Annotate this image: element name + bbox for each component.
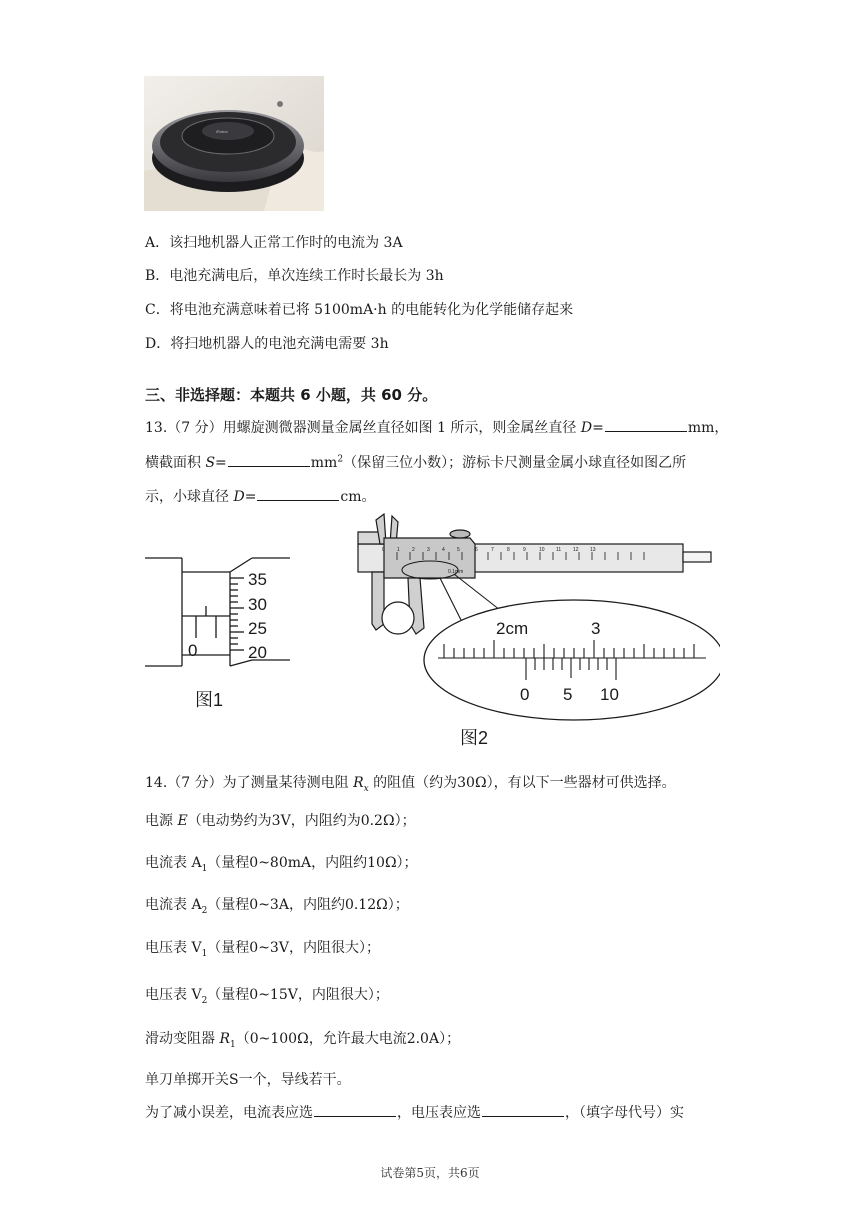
answer-blank-voltmeter[interactable]: [482, 1104, 564, 1117]
caliper-scale-label: 9: [523, 547, 526, 553]
caliper-scale-label: 13: [590, 547, 596, 553]
q13-text: 示，小球直径: [145, 489, 234, 505]
answer-blank-diameter[interactable]: [605, 419, 687, 432]
item-sub: 2: [201, 995, 208, 1006]
q13-equals: =: [215, 455, 227, 471]
item-sub: 1: [230, 1039, 236, 1050]
svg-text:iRobot: iRobot: [216, 129, 228, 134]
item-spec: （量程0~3V，内阻很大）；: [207, 940, 380, 956]
q14-item-source: [145, 810, 416, 832]
option-c: C．将电池充满意味着已将 5100mA·h 的电能转化为化学能储存起来: [145, 302, 574, 318]
q14-item-ammeter-2: [145, 894, 409, 916]
item-label: 电源: [145, 813, 178, 829]
item-label: 电流表 A: [145, 855, 202, 871]
q14-text: 的阻值（约为30Ω），有以下一些器材可供选择。: [368, 775, 676, 791]
thimble-label: 25: [248, 619, 267, 638]
zoom-vernier-label: 0: [520, 685, 530, 704]
q14-item-ammeter-1: [145, 852, 418, 874]
caliper-scale-label: 6: [475, 547, 478, 553]
q13-line-3: [145, 486, 376, 506]
q14-item-voltmeter-2: [145, 984, 389, 1006]
caliper-scale-label: 1: [397, 547, 400, 553]
sleeve-label: 0: [188, 641, 198, 660]
item-spec: （电动势约为3V，内阻约为0.2Ω）；: [187, 813, 416, 829]
zoom-vernier-label: 10: [600, 685, 619, 704]
q13-unit: cm。: [340, 489, 376, 505]
answer-blank-area[interactable]: [228, 454, 310, 467]
q13-var-s: S: [205, 455, 216, 471]
q13-equals: =: [244, 489, 257, 505]
item-var: E: [177, 813, 188, 829]
section-heading: 三、非选择题：本题共 6 小题，共 60 分。: [145, 386, 438, 404]
figure-1-micrometer: [140, 548, 300, 718]
q14-switch-line: 单刀单掷开关S一个，导线若干。: [145, 1072, 351, 1088]
figure-2-caption: 图2: [460, 728, 489, 748]
item-sub: 1: [201, 863, 208, 874]
answer-blank-ball-diameter[interactable]: [257, 488, 339, 501]
q13-text: 横截面积: [145, 455, 206, 471]
option-b: B．电池充满电后，单次连续工作时长最长为 3h: [145, 268, 444, 284]
caliper-scale-label: 4: [442, 547, 445, 553]
caliper-scale-label: 8: [507, 547, 510, 553]
answer-blank-ammeter[interactable]: [314, 1104, 396, 1117]
q14-var-sub: x: [363, 783, 369, 794]
q14-item-rheostat: [145, 1028, 460, 1050]
caliper-scale-label: 12: [573, 547, 579, 553]
thimble-label: 35: [248, 570, 267, 589]
caliper-scale-label: 11: [556, 547, 562, 553]
q13-equals: =: [592, 420, 604, 436]
item-label: 滑动变阻器: [145, 1031, 220, 1047]
item-sub: 2: [201, 905, 208, 916]
caliper-vernier-label: 0.1mm: [448, 569, 464, 575]
q13-unit: mm: [310, 455, 338, 471]
q13-line-2: [145, 452, 686, 472]
q13-var-d: D: [233, 489, 245, 505]
thimble-label: 20: [248, 643, 267, 662]
q14-text: 14.（7 分）为了测量某待测电阻: [145, 775, 354, 791]
item-spec: （0~100Ω，允许最大电流2.0A）；: [235, 1031, 461, 1047]
figure-1-caption: 图1: [195, 690, 224, 710]
zoom-vernier-label: 5: [563, 685, 573, 704]
q13-unit: mm，: [687, 420, 729, 436]
q14-item-voltmeter-1: [145, 937, 380, 959]
option-a: A．该扫地机器人正常工作时的电流为 3A: [145, 235, 403, 251]
thimble-label: 30: [248, 595, 267, 614]
robot-vacuum-photo: [144, 76, 324, 211]
q14-intro: [145, 772, 676, 794]
caliper-scale-label: 2: [412, 547, 415, 553]
q13-var-d: D: [580, 420, 593, 436]
item-spec: （量程0~3A，内阻约0.12Ω）；: [207, 897, 409, 913]
caliper-scale-label: 3: [427, 547, 430, 553]
caliper-scale-label: 5: [457, 547, 460, 553]
zoom-main-label: 2cm: [496, 619, 529, 638]
robot-vacuum-image: [144, 76, 324, 211]
item-label: 电流表 A: [145, 897, 202, 913]
item-label: 电压表 V: [145, 987, 202, 1003]
q13-unit-sup: 2: [337, 454, 344, 465]
caliper-scale-label: 0: [382, 547, 385, 553]
q14-text: ，电压表应选: [397, 1105, 481, 1121]
q14-text: ，（填字母代号）实: [565, 1105, 684, 1121]
item-spec: （量程0~15V，内阻很大）；: [207, 987, 389, 1003]
q13-line-1: [145, 417, 728, 437]
figure-2-caliper: [350, 512, 720, 752]
item-spec: （量程0~80mA，内阻约10Ω）；: [207, 855, 418, 871]
item-sub: 1: [201, 948, 208, 959]
caliper-scale-label: 7: [491, 547, 494, 553]
option-d: D．将扫地机器人的电池充满电需要 3h: [145, 336, 389, 352]
q14-text: 为了减小误差，电流表应选: [145, 1105, 313, 1121]
zoom-main-label: 3: [591, 619, 601, 638]
q14-last-line: [145, 1102, 684, 1122]
q13-text: 13.（7 分）用螺旋测微器测量金属丝直径如图 1 所示，则金属丝直径: [145, 420, 581, 436]
q14-var-r: R: [353, 775, 364, 791]
page-footer: 试卷第5页，共6页: [380, 1166, 480, 1180]
q13-text: （保留三位小数）；游标卡尺测量金属小球直径如图乙所: [343, 455, 687, 471]
item-label: 电压表 V: [145, 940, 202, 956]
caliper-scale-label: 10: [539, 547, 545, 553]
item-var: R: [219, 1031, 230, 1047]
